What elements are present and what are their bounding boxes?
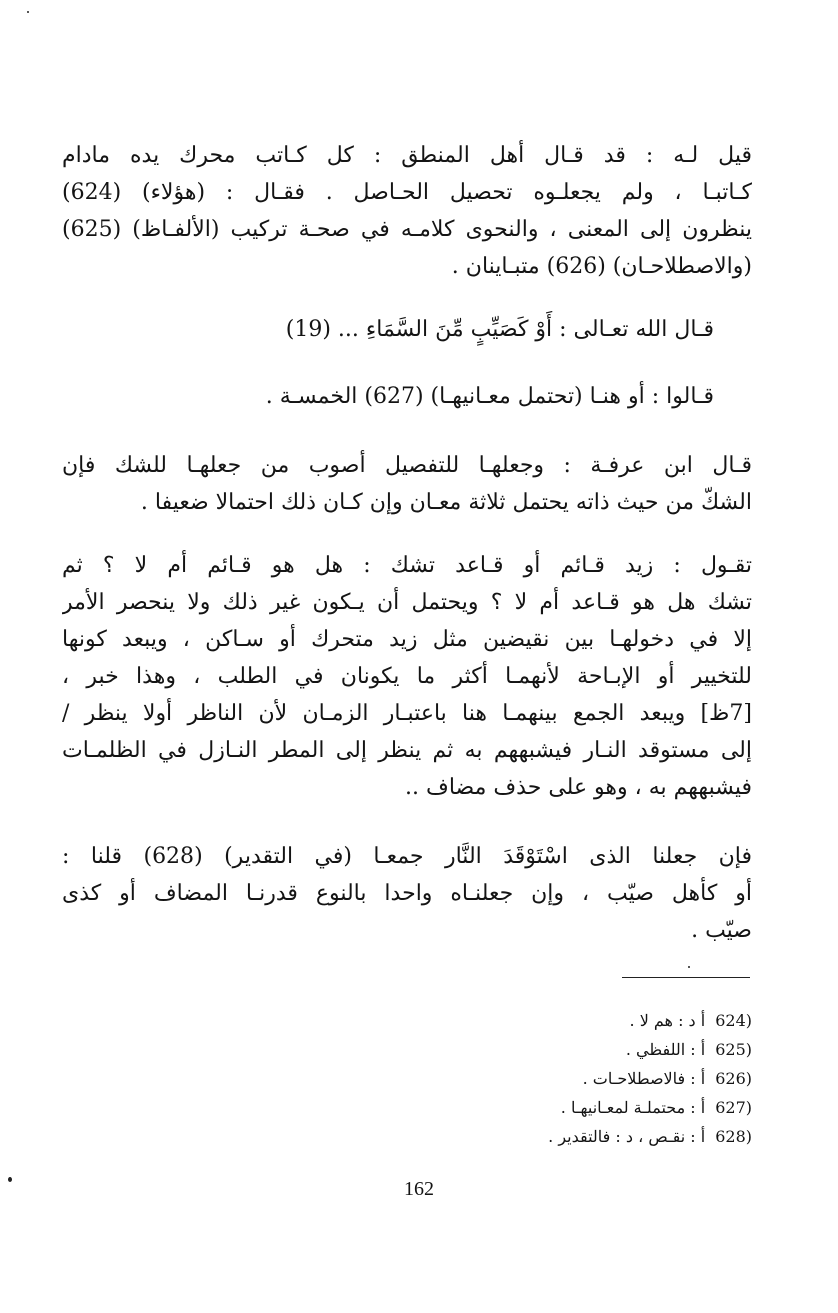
text-line: قيل لـه : قد قـال أهل المنطق : كل كـاتب محرك يده مادام bbox=[62, 143, 752, 168]
footnote-number: (625 bbox=[715, 1040, 752, 1059]
footnote bbox=[300, 1122, 752, 1151]
footnote bbox=[300, 1093, 752, 1122]
footnote-number: (626 bbox=[715, 1069, 752, 1088]
footnote-text: أ : فالاصطلاحـات . bbox=[582, 1069, 706, 1088]
text-line: تقـول : زيد قـائم أو قـاعد تشك : هل هو قـائم أم لا ؟ ثم bbox=[62, 553, 752, 578]
text-line: قـال ابن عرفـة : وجعلهـا للتفصيل أصوب من جعلهـا للشك فإن bbox=[62, 453, 752, 478]
paragraph bbox=[62, 838, 752, 949]
footnote bbox=[300, 1064, 752, 1093]
text-line: صيّب . bbox=[691, 918, 752, 943]
text-line: إلى مستوقد النـار فيشبههم به ثم ينظر إلى المطر النـازل في الظلمـات bbox=[62, 738, 752, 763]
footnote-text: أ : اللفظي . bbox=[625, 1040, 706, 1059]
text-line: فيشبههم به ، وهو على حذف مضاف .. bbox=[405, 775, 752, 800]
quran-quote bbox=[62, 311, 714, 348]
footnote-text: أ د : هم لا . bbox=[629, 1011, 706, 1030]
text-line: كـاتبـا ، ولم يجعلـوه تحصيل الحـاصل . فقـال : (هؤلاء) (624) bbox=[62, 180, 752, 205]
footnote-text: أ : محتملـة لمعـانيهـا . bbox=[560, 1098, 706, 1117]
footnote-text: أ : نقـص ، د : فالتقدير . bbox=[548, 1127, 706, 1146]
scan-speck bbox=[688, 966, 690, 968]
scan-speck bbox=[8, 1177, 12, 1182]
paragraph bbox=[62, 547, 752, 806]
footnote bbox=[300, 1006, 752, 1035]
text-line: إلا في دخولهـا بين نقيضين مثل زيد متحرك أو سـاكن ، ويبعد كونها bbox=[62, 627, 752, 652]
text-line: قـالوا : أو هنـا (تحتمل معـانيهـا) (627) الخمسـة . bbox=[265, 384, 714, 409]
text-line: تشك هل هو قـاعد أم لا ؟ ويحتمل أن يـكون غير ذلك ولا ينحصر الأمر bbox=[62, 590, 752, 615]
text-line: للتخيير أو الإبـاحة لأنهمـا أكثر ما يكونان في الطلب ، وهذا خبر ، bbox=[62, 664, 752, 689]
text-line: أو كأهل صيّب ، وإن جعلنـاه واحدا بالنوع قدرنـا المضاف أو كذى bbox=[62, 881, 752, 906]
scan-speck bbox=[27, 11, 29, 13]
footnote-number: (627 bbox=[715, 1098, 752, 1117]
page-number: 162 bbox=[404, 1178, 434, 1200]
paragraph bbox=[62, 378, 714, 415]
text-line: (والاصطلاحـان) (626) متبـاينان . bbox=[451, 254, 752, 279]
text-line: فإن جعلنا الذى اسْتَوْقَدَ النَّار جمعـا (في التقدير) (628) قلنا : bbox=[62, 844, 752, 869]
text-line: الشكّ من حيث ذاته يحتمل ثلاثة معـان وإن كـان ذلك احتمالا ضعيفا . bbox=[140, 490, 752, 515]
text-line: قـال الله تعـالى : أَوْ كَصَيِّبٍ مِّنَ السَّمَاءِ ... (19) bbox=[285, 317, 714, 342]
paragraph bbox=[62, 137, 752, 285]
paragraph bbox=[62, 447, 752, 521]
footnote bbox=[300, 1035, 752, 1064]
footnote-number: (624 bbox=[715, 1011, 752, 1030]
footnotes bbox=[300, 1006, 752, 1151]
footnote-number: (628 bbox=[715, 1127, 752, 1146]
text-line: ينظرون إلى المعنى ، والنحوى كلامـه في صحـة تركيب (الألفـاظ) (625) bbox=[62, 217, 752, 242]
footnote-separator bbox=[622, 977, 750, 978]
text-line: [7ظ] ويبعد الجمع بينهمـا هنا باعتبـار الزمـان لأن الناظر أولا ينظر / bbox=[62, 701, 752, 726]
